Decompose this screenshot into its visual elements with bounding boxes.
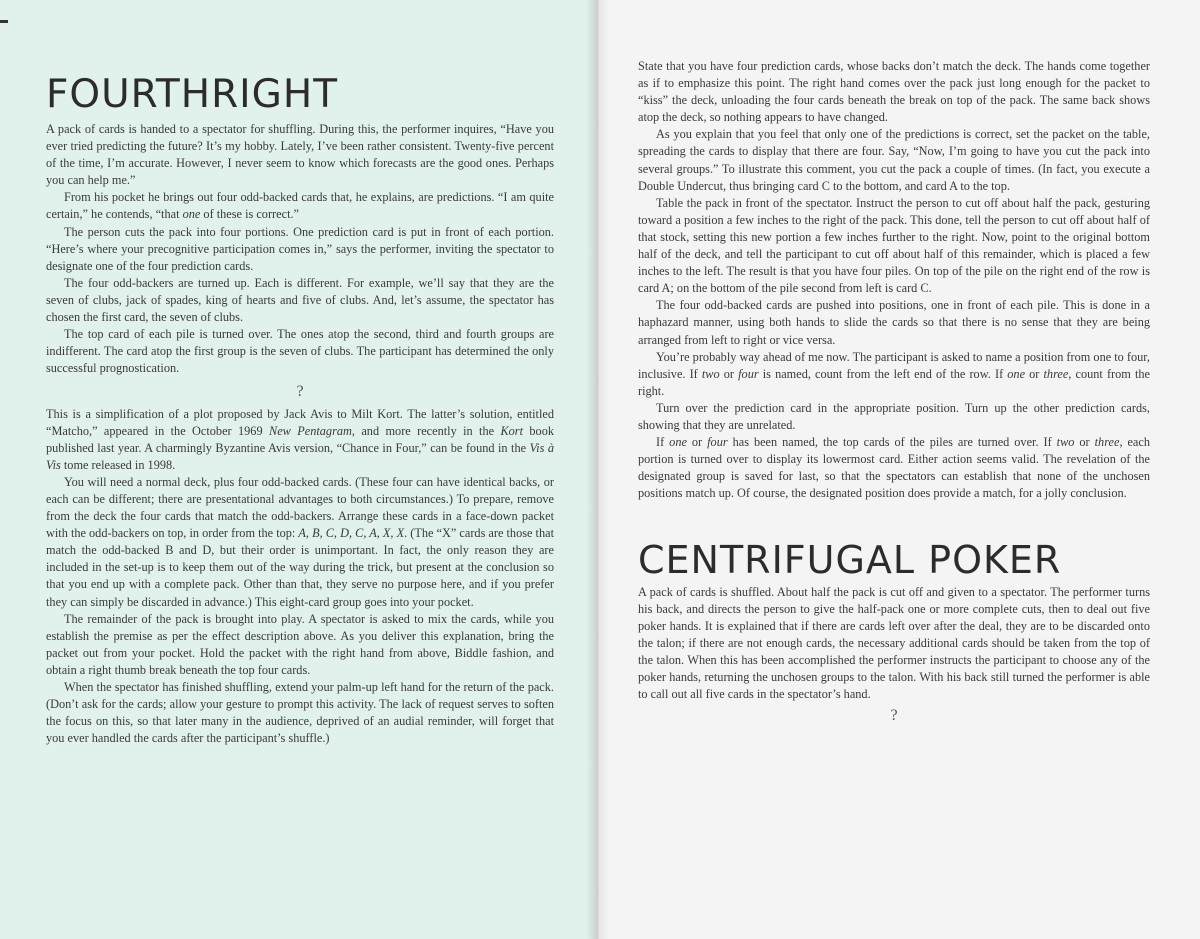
paragraph-text: The person cuts the pack into four portions. One prediction card is put in front of each portion. “Here’s where your precognitive participation comes in,” says the performer, inviting the spectator to designate one of the four prediction cards. (46, 224, 554, 273)
left-page (0, 0, 596, 939)
paragraph (46, 121, 554, 189)
left-page-body (46, 121, 554, 747)
paragraph-text: . (The “X” cards are those that match the odd-backed B and D, but their order is unimportant. In fact, the only reason they are included in the set-up is to keep them out of the way during the trick, but present at the conclusion so that you end up with a complete pack. Other than that, they serve no purpose here, and if you prefer they can simply be discarded in advance.) This eight-card group goes into your pocket. (46, 526, 554, 609)
paragraph-text: From his pocket he brings out four odd-backed cards that, he explains, are predictions. “I am quite certain,” he contends, “that (46, 190, 554, 222)
paragraph-text: As you explain that you feel that only one of the predictions is correct, set the packet on the table, spreading the cards to display that there are four. Say, “Now, I’m going to have you cut the pack into several groups.” To illustrate this comment, you cut the pack a couple of times. (In fact, you execute a Double Undercut, thus bringing card C to the bottom, and card A to the top. (638, 127, 1150, 193)
emphasis-text: three (1094, 435, 1120, 450)
paragraph (46, 275, 554, 326)
paragraph-text: State that you have four prediction cards, whose backs don’t match the deck. The hands come together as if to emphasize this point. The right hand comes over the pack just long enough for the packet to “kiss” the deck, unloading the four cards beneath the break on top of the pack. The same back shows atop the deck, so nothing appears to have changed. (638, 59, 1150, 125)
paragraph (46, 679, 554, 747)
paragraph-text: or (1074, 435, 1095, 450)
paragraph-text: If (656, 435, 670, 450)
paragraph-text: book published last year. A charmingly Byzantine Avis version, “Chance in Four,” can be found in the (46, 423, 554, 455)
paragraph (638, 400, 1150, 434)
paragraph-text: tome released in 1998. (60, 457, 176, 472)
paragraph-text: The top card of each pile is turned over. The ones atop the second, third and fourth groups are indifferent. The card atop the first group is the seven of clubs. The participant has determined the only successful prognostication. (46, 327, 554, 376)
paragraph (46, 474, 554, 611)
paragraph-text: , each portion is turned over to display its lowermost card. Either action seems valid. The revelation of the designated group is saved for last, so that the spectators can establish that none of the unchosen positions match up. Of course, the designated position does provide a match, for a jolly conclusion. (638, 435, 1151, 501)
paragraph-text: When the spectator has finished shuffling, extend your palm-up left hand for the return of the pack. (Don’t ask for the cards; allow your gesture to prompt this activity. The lack of request serves to soften the focus on this, so that later many in the audience, deprived of an audial reminder, will forget that you ever handled the cards after the participant’s shuffle.) (46, 680, 554, 746)
emphasis-text: one (669, 435, 687, 450)
paragraph (638, 297, 1150, 348)
paragraph-text: This is a simplification of a plot proposed by Jack Avis to Milt Kort. The latter’s solution, entitled “Matcho,” appeared in the October 1969 (46, 406, 554, 438)
section-separator: ? (890, 707, 898, 725)
emphasis-text: one (182, 207, 201, 222)
paragraph-text: You’re probably way ahead of me now. The participant is asked to name a position from one to four, inclusive. If (638, 349, 1150, 381)
paragraph-text: or (686, 435, 708, 450)
paragraph-text: or (1025, 366, 1044, 381)
paragraph (46, 224, 554, 275)
emphasis-text: New Pentagram (269, 423, 352, 438)
emphasis-text: A, B, C, D, C, A, X, X (298, 526, 405, 541)
corner-mark (0, 20, 8, 23)
paragraph (46, 406, 554, 474)
paragraph-text: A pack of cards is shuffled. About half the pack is cut off and given to a spectator. The performer turns his back, and directs the person to give the half-pack one or more complete cuts, then to deal out five poker hands. It is explained that if there are cards left over after the deal, they are to be discarded onto the talon; if there are not enough cards, the necessary additional cards should be taken from the top of the talon. When this has been accomplished the performer instructs the participant to choose any of the poker hands, returning the unchosen groups to the talon. With his back still turned the performer is able to call out all five cards in the spectator’s hand. (638, 584, 1150, 702)
emphasis-text: Vis à Vis (46, 440, 554, 472)
paragraph (638, 584, 1150, 704)
paragraph-text: The four odd-backers are turned up. Each is different. For example, we’ll say that they are the seven of clubs, jack of spades, king of hearts and five of clubs. And, let’s assume, the spectator has chosen the first card, the seven of clubs. (46, 275, 554, 325)
paragraph-text: has been named, the top cards of the piles are turned over. If (727, 435, 1057, 450)
paragraph (638, 195, 1150, 298)
paragraph-text: , and more recently in the (351, 423, 501, 438)
emphasis-text: four (707, 435, 728, 450)
emphasis-text: Kort (500, 423, 524, 438)
paragraph-text: , count from the right. (638, 366, 1150, 398)
paragraph-text: Table the pack in front of the spectator. Instruct the person to cut off about half the pack, gesturing toward a position a few inches to the right of the pack. This done, tell the person to cut off about half of that stock, setting this new portion a few inches further to the right. Now, point to the original bottom half of the deck, and tell the participant to cut off about half of this remainder, which is placed a few inches to the left. The result is that you have four piles. On top of the pile on the right end of the row is card A; on the bottom of the pile second from left is card C. (638, 195, 1150, 296)
paragraph (638, 58, 1150, 126)
paragraph-text: Turn over the prediction card in the appropriate position. Turn up the other prediction cards, showing that they are unrelated. (638, 400, 1150, 432)
paragraph (638, 126, 1150, 194)
emphasis-text: one (1007, 366, 1026, 381)
emphasis-text: four (738, 366, 759, 381)
paragraph (46, 611, 554, 679)
paragraph-text: You will need a normal deck, plus four odd-backed cards. (These four can have identical backs, or each can be different; there are presentational advantages to both circumstances.) To prepare, remove from the deck the four cards that match the odd-backers. Arrange these cards in a face-down packet with the odd-backers on top, in order from the top: (46, 474, 554, 541)
paragraph-text: or (719, 366, 739, 381)
paragraph-text: A pack of cards is handed to a spectator for shuffling. During this, the performer inquires, “Have you ever tried predicting the future? It’s my hobby. Lately, I’ve been rather consistent. Twenty-five percent of the time, I’m accurate. However, I never seem to know which forecasts are the good ones. Perhaps you can help me.” (46, 122, 554, 188)
right-page-body (638, 58, 1150, 724)
book-gutter-shadow (586, 0, 608, 939)
emphasis-text: two (701, 366, 720, 381)
paragraph (638, 349, 1150, 400)
paragraph (46, 326, 554, 377)
paragraph (46, 189, 554, 223)
paragraph-text: The remainder of the pack is brought into play. A spectator is asked to mix the cards, while you establish the premise as per the effect description above. As you deliver this explanation, bring the packet out from your pocket. Hold the packet with the right hand from above, Biddle fashion, and obtain a right thumb break beneath the top four cards. (46, 611, 554, 677)
section-title-fourthright: FOURTHRIGHT (46, 72, 339, 117)
section-separator: ? (296, 383, 304, 401)
right-page (596, 0, 1200, 939)
paragraph-text: of these is correct.” (200, 207, 300, 222)
paragraph-text: is named, count from the left end of the row. If (758, 366, 1008, 381)
emphasis-text: two (1056, 435, 1075, 450)
paragraph (638, 434, 1150, 502)
section-title-centrifugal-poker: CENTRIFUGAL POKER (638, 538, 1062, 583)
emphasis-text: three (1043, 366, 1069, 381)
paragraph-text: The four odd-backed cards are pushed into positions, one in front of each pile. This is done in a haphazard manner, using both hands to slide the cards so that there is no sense that they are being arranged from left to right or vice versa. (638, 298, 1150, 347)
